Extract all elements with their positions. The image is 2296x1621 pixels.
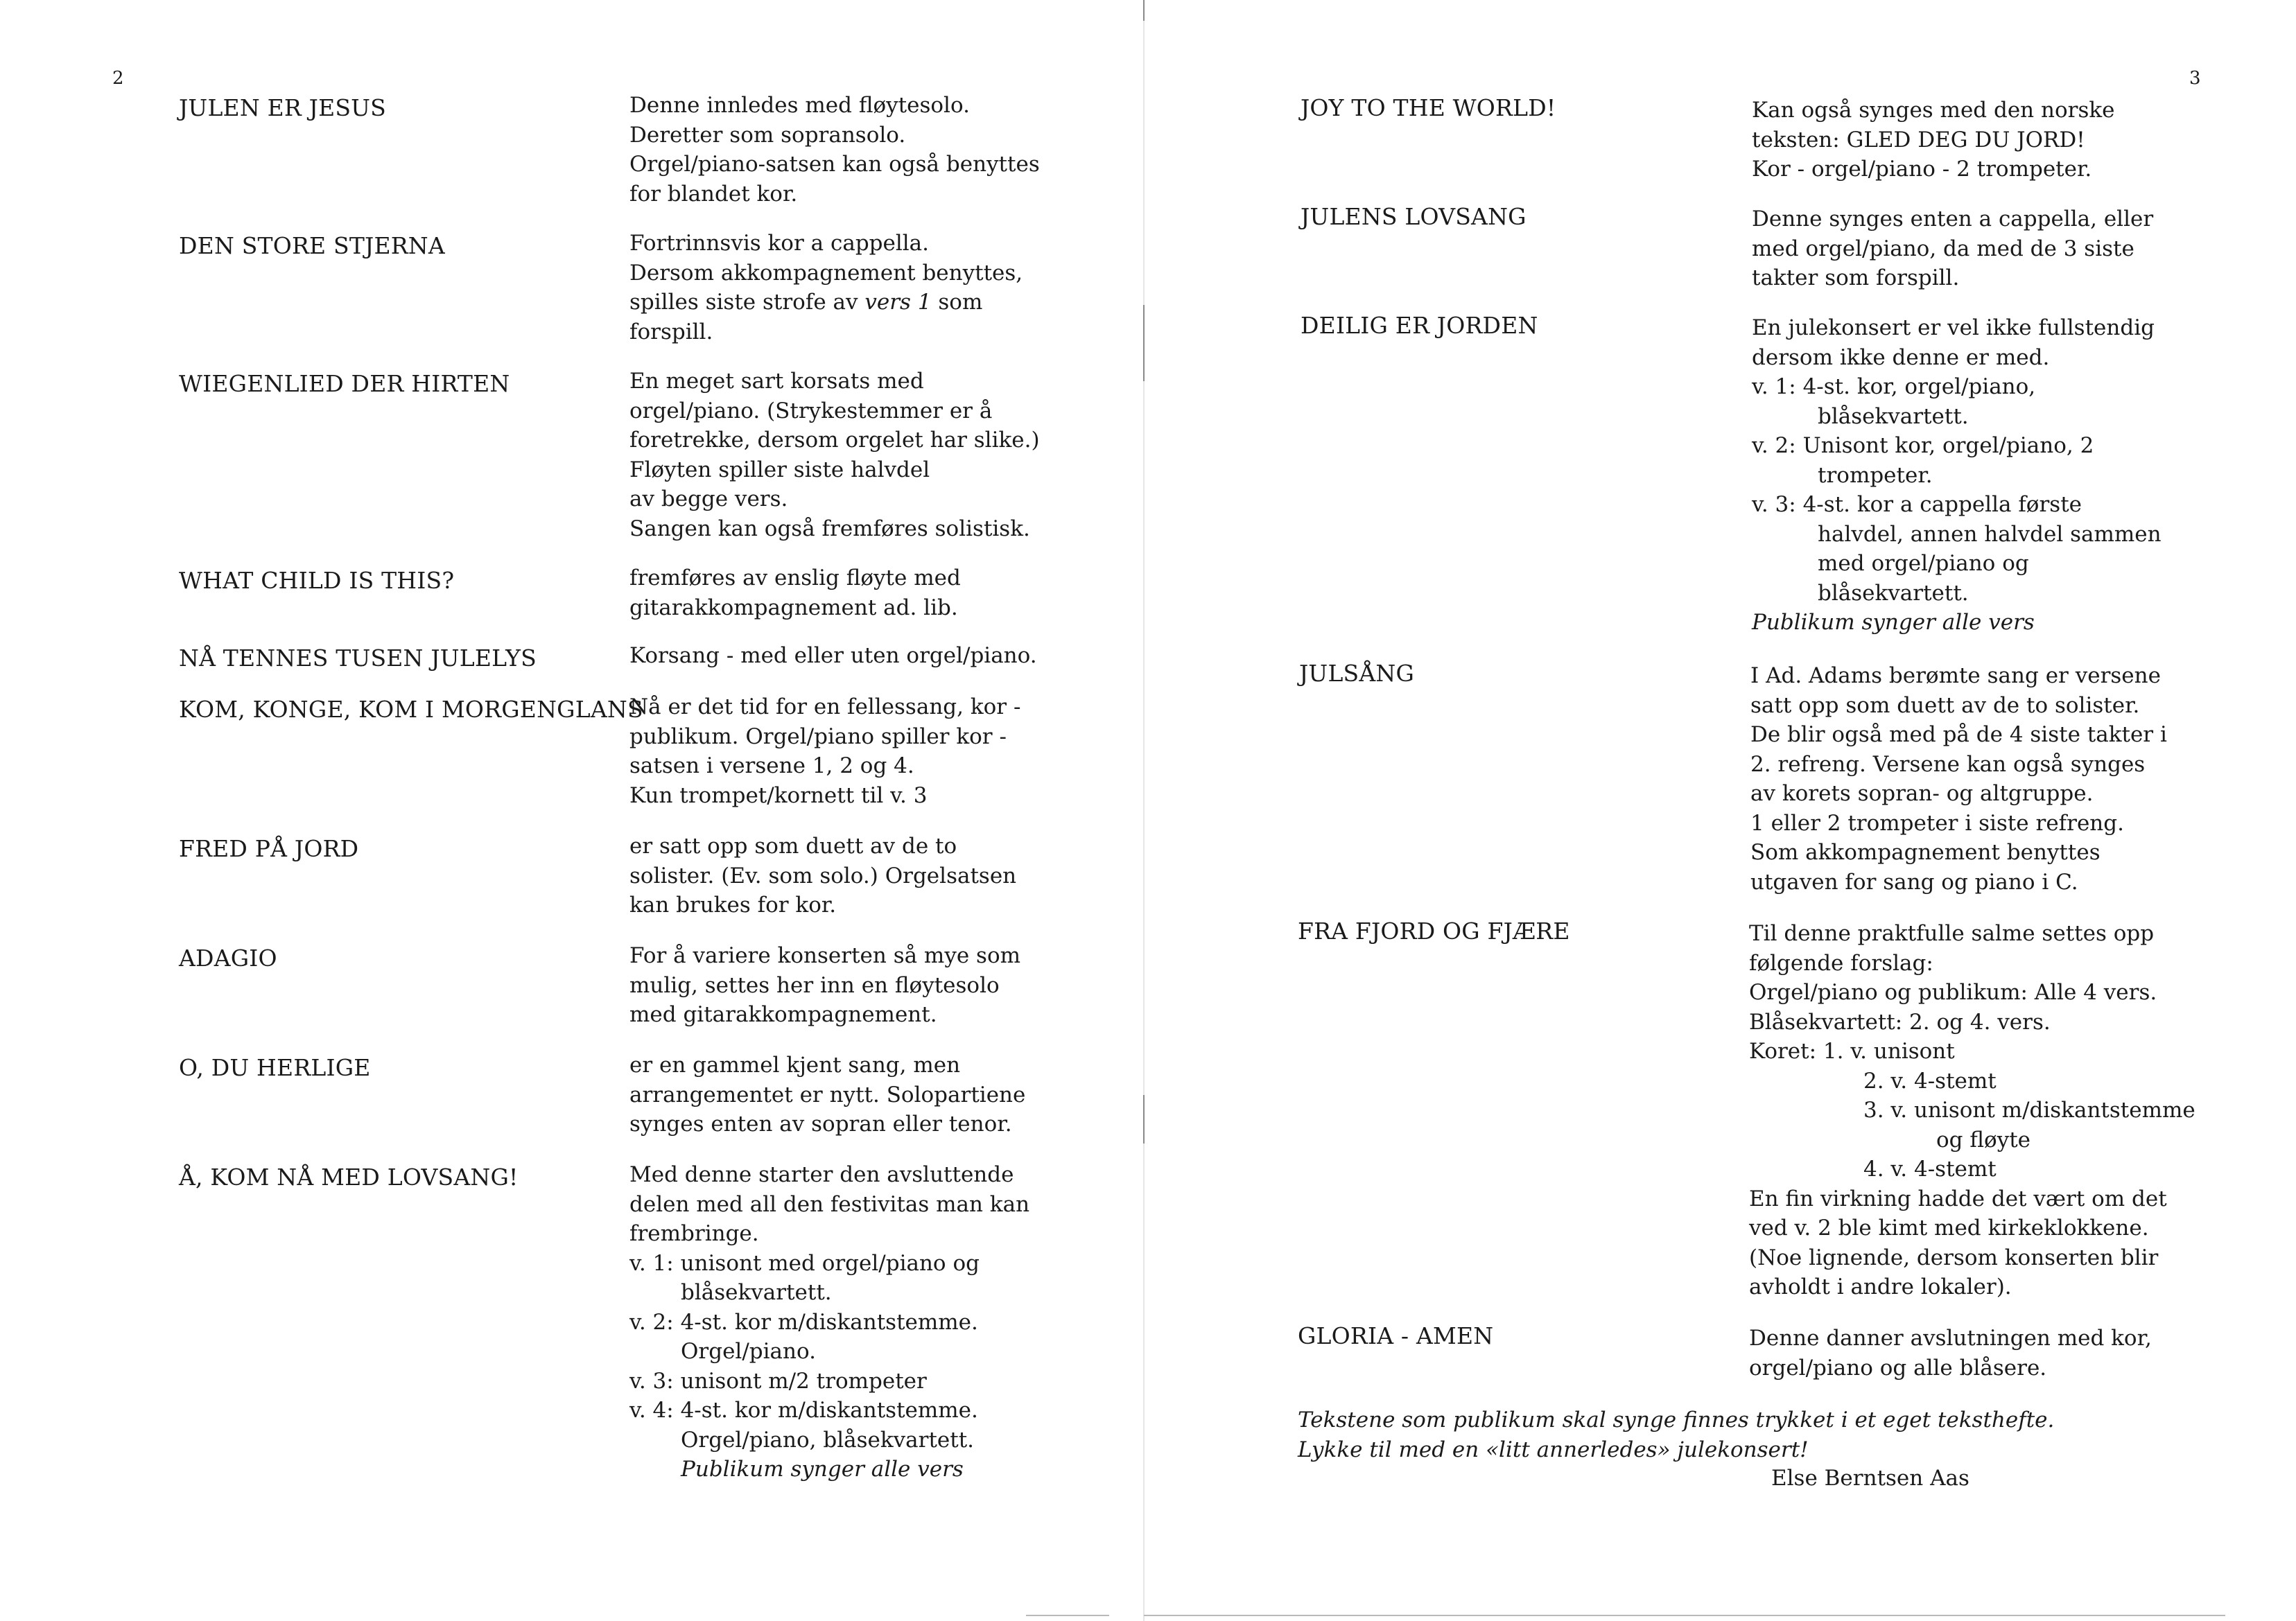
entry-description: [629, 229, 1023, 347]
entry-description: [1752, 313, 2162, 638]
desc-line: mulig, settes her inn en fløytesolo: [629, 972, 1000, 998]
entry-description: [1752, 96, 2115, 184]
desc-line: v. 3: unisont m/2 trompeter: [629, 1368, 927, 1394]
entry-description: [629, 1051, 1025, 1139]
entry-title: DEILIG ER JORDEN: [1301, 312, 1538, 339]
desc-line: er en gammel kjent sang, men: [629, 1053, 961, 1078]
entry-description: [629, 563, 961, 622]
desc-line: v. 2: 4-st. kor m/diskantstemme.: [629, 1309, 978, 1335]
bottom-edge-line: [1144, 1615, 2225, 1616]
desc-line: satsen i versene 1, 2 og 4.: [629, 753, 914, 778]
entry-title: FRED PÅ JORD: [179, 835, 359, 862]
entry-description: [629, 641, 1037, 671]
desc-line: er satt opp som duett av de to: [629, 834, 957, 859]
desc-line: Fortrinnsvis kor a cappella.: [629, 231, 930, 256]
desc-line: Kor - orgel/piano - 2 trompeter.: [1752, 157, 2092, 182]
desc-line: [629, 288, 1023, 317]
desc-line: av korets sopran- og altgruppe.: [1750, 781, 2094, 806]
desc-line: dersom ikke denne er med.: [1752, 344, 2050, 370]
desc-line: blåsekvartett.: [681, 1280, 832, 1305]
desc-line: Deretter som sopransolo.: [629, 122, 906, 148]
desc-line: Som akkompagnement benyttes: [1750, 840, 2101, 865]
entry-title: DEN STORE STJERNA: [179, 232, 445, 259]
desc-line: v. 3: 4-st. kor a cappella første: [1752, 492, 2082, 517]
desc-line: blåsekvartett.: [1818, 403, 1969, 429]
desc-line: Koret: 1. v. unisont: [1749, 1039, 1955, 1064]
desc-line: 3. v. unisont m/diskantstemme: [1863, 1098, 2195, 1123]
desc-italic-text: vers 1: [864, 290, 932, 315]
desc-line: følgende forslag:: [1749, 950, 1933, 976]
desc-line: Til denne praktfulle salme settes opp: [1749, 921, 2155, 946]
desc-line: halvdel, annen halvdel sammen: [1818, 521, 2162, 547]
desc-line: Denne innledes med fløytesolo.: [629, 93, 970, 118]
desc-line: Nå er det tid for en fellessang, kor -: [629, 694, 1021, 719]
desc-line: av begge vers.: [629, 487, 788, 511]
desc-line: arrangementet er nytt. Solopartiene: [629, 1082, 1026, 1107]
desc-line: Publikum synger alle vers: [681, 1457, 964, 1482]
desc-line: v. 4: 4-st. kor m/diskantstemme.: [629, 1398, 978, 1423]
page-number: 2: [112, 68, 124, 89]
author-signature: Else Berntsen Aas: [1771, 1466, 1969, 1491]
desc-line: gitarakkompagnement ad. lib.: [629, 595, 958, 620]
desc-line: med gitarakkompagnement.: [629, 1002, 937, 1027]
desc-text: som: [931, 290, 983, 315]
desc-line: 1 eller 2 trompeter i siste refreng.: [1750, 810, 2124, 836]
entry-title: JULENS LOVSANG: [1301, 203, 1527, 230]
entry-description: [629, 941, 1020, 1030]
entry-title: GLORIA - AMEN: [1298, 1322, 1494, 1349]
desc-line: Dersom akkompagnement benyttes,: [629, 260, 1023, 286]
desc-line: med orgel/piano, da med de 3 siste: [1752, 236, 2134, 261]
desc-line: I Ad. Adams berømte sang er versene: [1750, 663, 2161, 688]
desc-line: Korsang - med eller uten orgel/piano.: [629, 643, 1037, 668]
desc-line: 2. v. 4-stemt: [1863, 1068, 1997, 1094]
desc-line: Denne synges enten a cappella, eller: [1752, 207, 2154, 231]
entry-description: [629, 832, 1016, 920]
desc-line: orgel/piano. (Strykestemmer er å: [629, 398, 993, 423]
entry-description: [629, 367, 1040, 543]
desc-line: 4. v. 4-stemt: [1863, 1157, 1997, 1182]
entry-title: WHAT CHILD IS THIS?: [179, 567, 455, 594]
desc-line: En meget sart korsats med: [629, 369, 924, 394]
entry-title: JULEN ER JESUS: [179, 94, 386, 121]
left-page: [0, 0, 1144, 1621]
desc-line: Kun trompet/kornett til v. 3: [629, 782, 928, 808]
entry-title: KOM, KONGE, KOM I MORGENGLANS: [179, 696, 643, 723]
entry-title: FRA FJORD OG FJÆRE: [1298, 918, 1570, 945]
desc-line: solister. (Ev. som solo.) Orgelsatsen: [629, 863, 1017, 888]
desc-line: v. 1: unisont med orgel/piano og: [629, 1250, 980, 1276]
desc-line: trompeter.: [1818, 462, 1933, 488]
entry-description: [629, 91, 1040, 209]
desc-line: og fløyte: [1936, 1127, 2031, 1153]
desc-line: Blåsekvartett: 2. og 4. vers.: [1749, 1009, 2051, 1035]
entry-title: WIEGENLIED DER HIRTEN: [179, 370, 510, 397]
desc-line: utgaven for sang og piano i C.: [1750, 869, 2078, 895]
desc-line: forspill.: [629, 319, 713, 344]
entry-title: JOY TO THE WORLD!: [1301, 94, 1556, 121]
desc-line: Publikum synger alle vers: [1752, 610, 2035, 635]
entry-title: NÅ TENNES TUSEN JULELYS: [179, 645, 537, 672]
desc-line: Med denne starter den avsluttende: [629, 1162, 1014, 1187]
entry-description: [1750, 661, 2167, 897]
desc-text: spilles siste strofe av: [629, 290, 865, 315]
desc-line: satt opp som duett av de to solister.: [1750, 692, 2140, 718]
desc-line: Denne danner avslutningen med kor,: [1749, 1326, 2152, 1351]
desc-line: Orgel/piano, blåsekvartett.: [681, 1427, 975, 1453]
entry-title: O, DU HERLIGE: [179, 1054, 371, 1081]
closing-note-line: Lykke til med en «litt annerledes» julekonsert!: [1298, 1437, 1809, 1462]
desc-line: for blandet kor.: [629, 181, 798, 207]
desc-line: teksten: GLED DEG DU JORD!: [1752, 127, 2085, 152]
desc-line: (Noe lignende, dersom konserten blir: [1749, 1245, 2159, 1270]
desc-line: kan brukes for kor.: [629, 893, 837, 918]
entry-description: [629, 692, 1020, 810]
desc-line: Orgel/piano og publikum: Alle 4 vers.: [1749, 980, 2157, 1005]
desc-line: For å variere konserten så mye som: [629, 943, 1021, 968]
desc-line: Fløyten spiller siste halvdel: [629, 457, 930, 482]
entry-description: [1749, 1324, 2152, 1383]
desc-line: v. 1: 4-st. kor, orgel/piano,: [1752, 374, 2036, 399]
closing-note-line: Tekstene som publikum skal synge finnes trykket i et eget teksthefte.: [1298, 1408, 2055, 1432]
desc-line: orgel/piano og alle blåsere.: [1749, 1355, 2047, 1381]
desc-line: En julekonsert er vel ikke fullstendig: [1752, 315, 2155, 340]
desc-line: En fin virkning hadde det vært om det: [1749, 1186, 2167, 1211]
desc-line: avholdt i andre lokaler).: [1749, 1274, 2012, 1299]
bottom-edge-line: [1026, 1615, 1109, 1616]
desc-line: delen med all den festivitas man kan: [629, 1191, 1030, 1217]
desc-line: Sangen kan også fremføres solistisk.: [629, 516, 1030, 541]
desc-line: Kan også synges med den norske: [1752, 98, 2115, 123]
desc-line: frembringe.: [629, 1221, 759, 1246]
desc-line: v. 2: Unisont kor, orgel/piano, 2: [1752, 433, 2094, 458]
desc-line: De blir også med på de 4 siste takter i: [1750, 722, 2167, 747]
desc-line: synges enten av sopran eller tenor.: [629, 1112, 1012, 1137]
entry-description: [1752, 204, 2153, 293]
desc-line: 2. refreng. Versene kan også synges: [1750, 751, 2146, 777]
desc-line: takter som forspill.: [1752, 265, 1960, 290]
entry-title: Å, KOM NÅ MED LOVSANG!: [179, 1164, 519, 1191]
entry-description: [1749, 919, 2195, 1302]
desc-line: fremføres av enslig fløyte med: [629, 566, 961, 590]
desc-line: foretrekke, dersom orgelet har slike.): [629, 428, 1040, 453]
desc-line: ved v. 2 ble kimt med kirkeklokkene.: [1749, 1216, 2149, 1241]
entry-title: ADAGIO: [179, 945, 277, 972]
closing-note: [1298, 1405, 2054, 1464]
entry-description: [629, 1160, 1029, 1484]
desc-line: blåsekvartett.: [1818, 580, 1969, 606]
right-page: [1144, 0, 2296, 1621]
desc-line: publikum. Orgel/piano spiller kor -: [629, 724, 1007, 749]
desc-line: med orgel/piano og: [1818, 551, 2029, 576]
page-number: 3: [2189, 68, 2201, 89]
entry-title: JULSÅNG: [1299, 660, 1415, 687]
desc-line: Orgel/piano.: [681, 1339, 816, 1364]
desc-line: Orgel/piano-satsen kan også benyttes: [629, 152, 1040, 177]
